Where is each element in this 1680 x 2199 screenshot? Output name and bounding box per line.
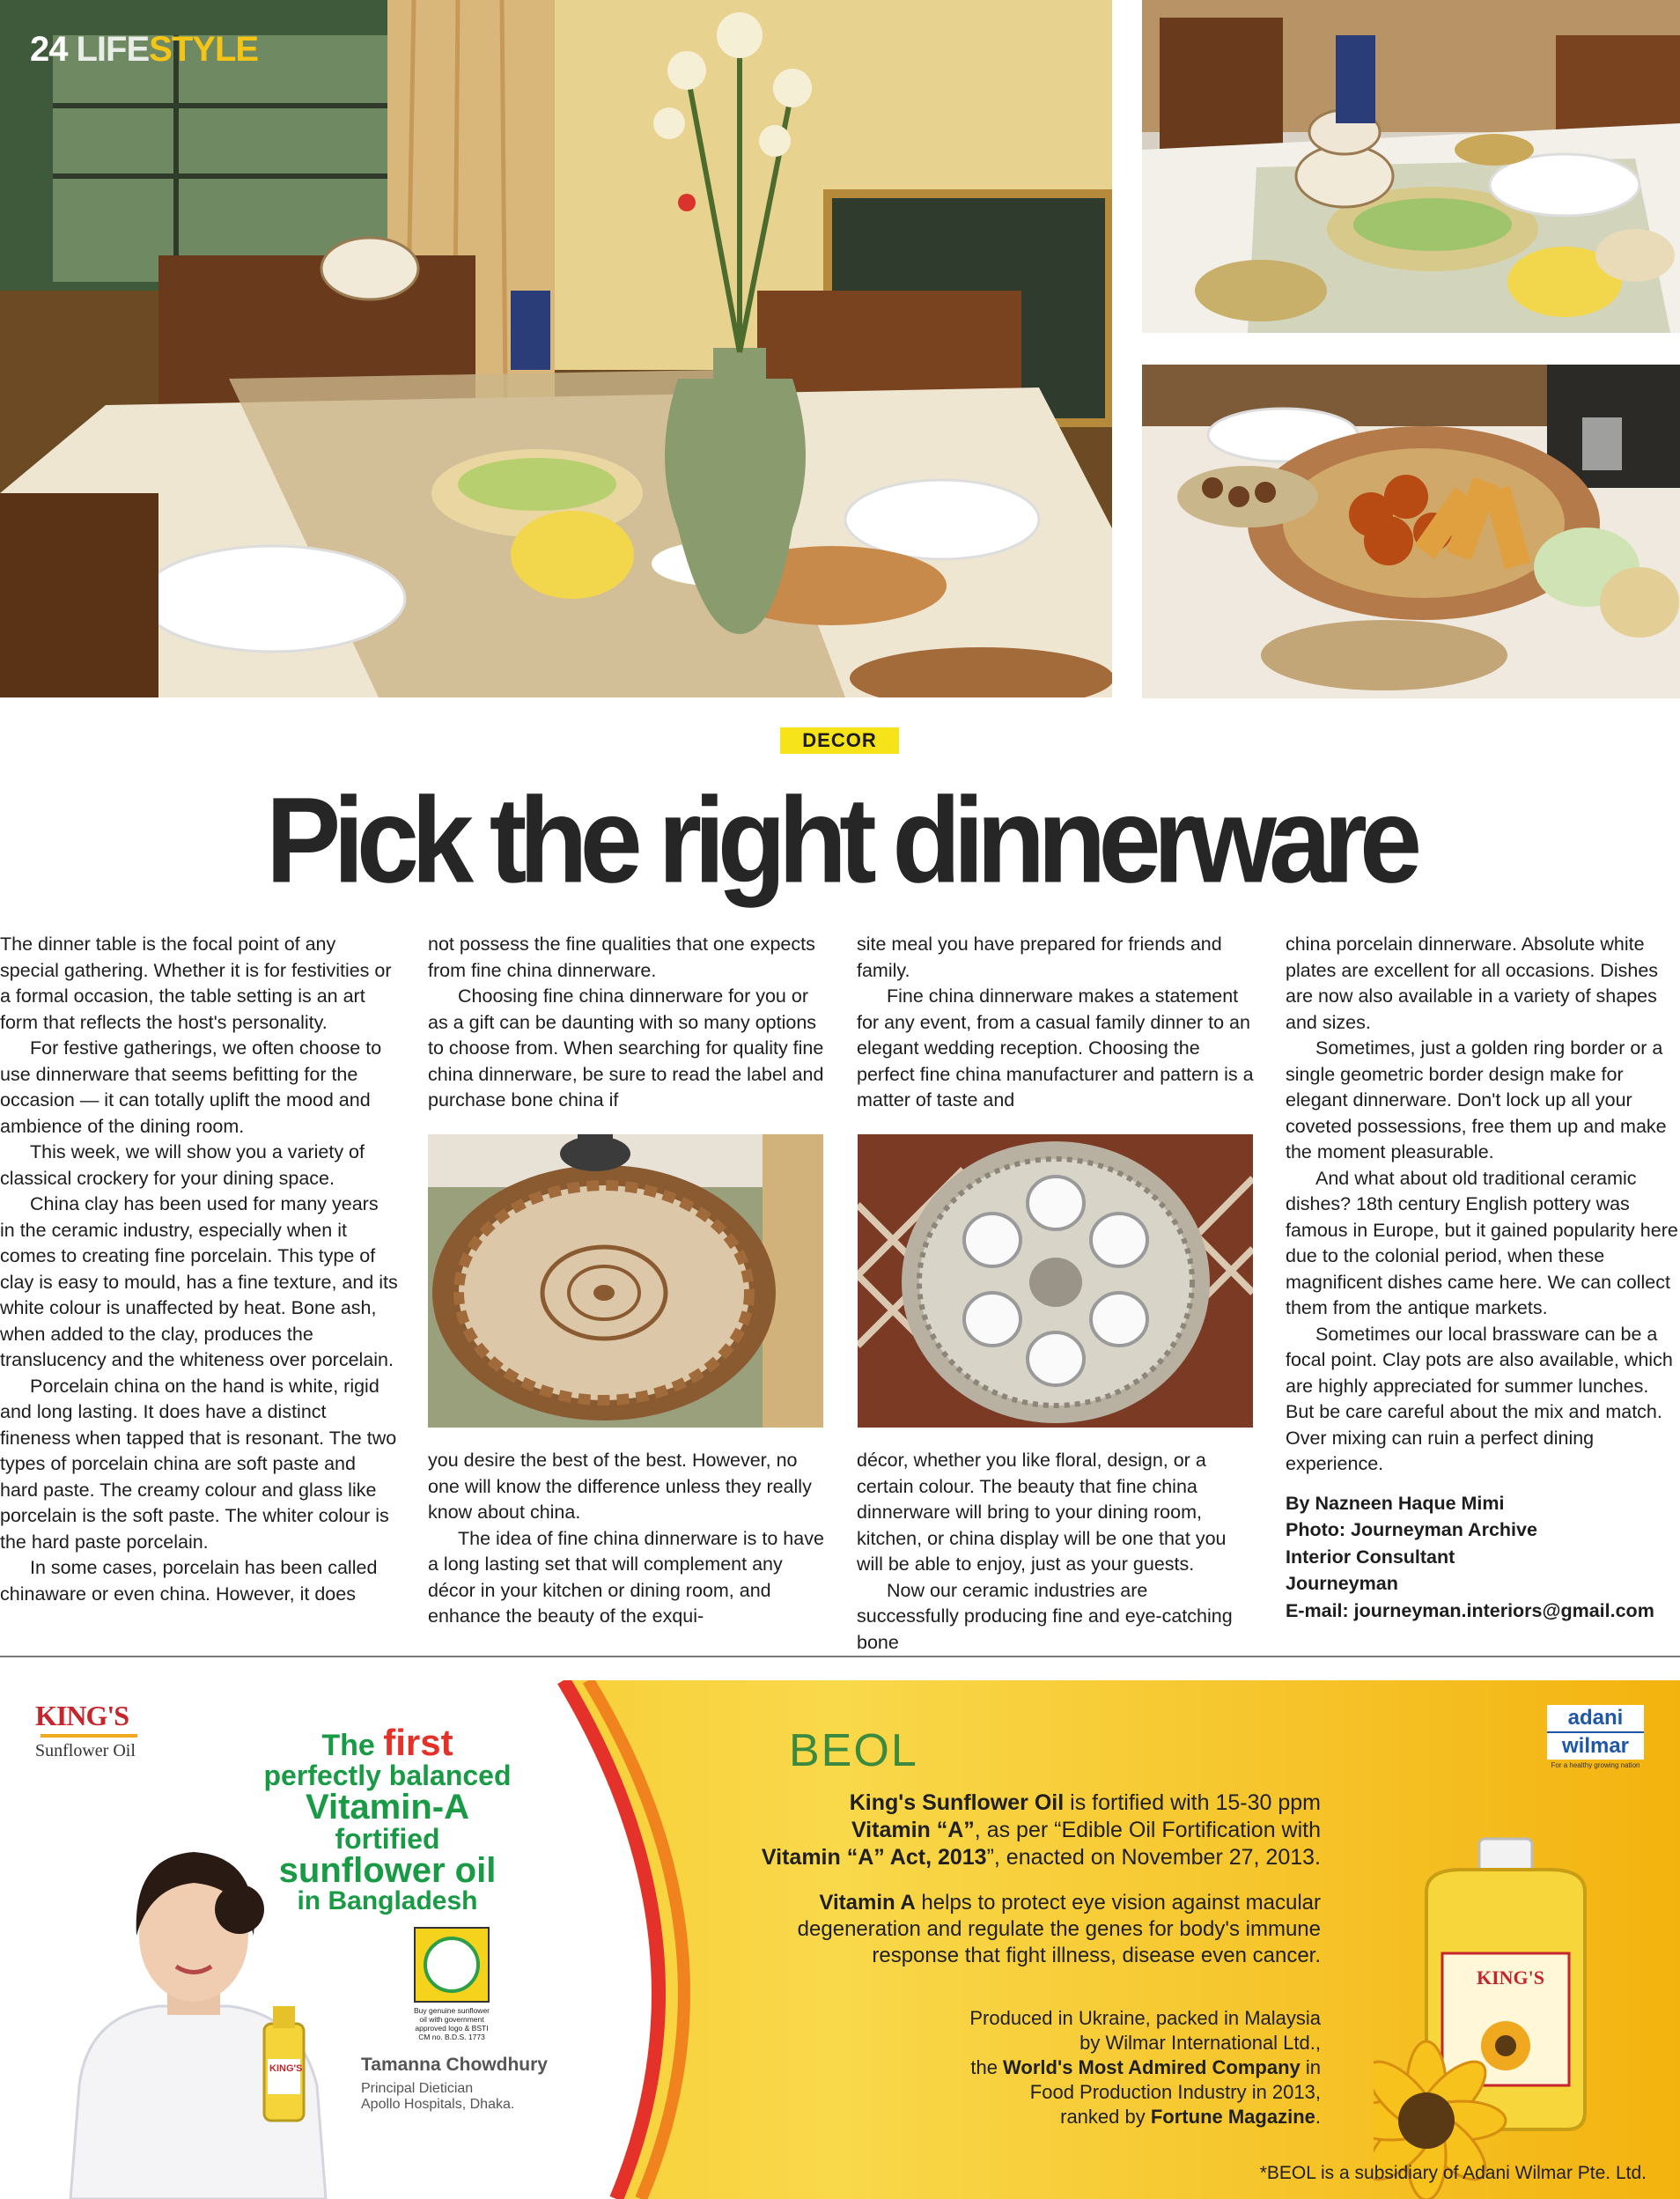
bottle-large-label: KING'S (1477, 1967, 1545, 1989)
dietician-title: Principal Dietician (361, 2081, 474, 2096)
byline-company: Journeyman (1286, 1573, 1398, 1594)
tagline-line6: in Bangladesh (297, 1886, 478, 1915)
kings-logo-text: KING'S (35, 1700, 129, 1731)
byline-email[interactable]: E-mail: journeyman.interiors@gmail.com (1286, 1599, 1654, 1621)
section-divider (0, 1656, 1680, 1657)
article-headline: Pick the right dinnerware (265, 772, 1415, 909)
beol-logo: BEOL (789, 1725, 918, 1776)
ad-footnote: *BEOL is a subsidiary of Adani Wilmar Pte. Ltd. (1259, 2163, 1647, 2183)
ad-fortification-text (564, 1789, 1321, 1871)
article-column-3-top (857, 932, 1255, 1114)
paragraph: For festive gatherings, we often choose to use dinnerware that seems befitting for the occasion — it can totally uplift the mood and ambience of the dining room. (0, 1037, 382, 1137)
dietician-org: Apollo Hospitals, Dhaka. (361, 2097, 515, 2112)
section-title-left: LIFE (76, 30, 150, 69)
dietician-credit (361, 2055, 548, 2113)
ad-line: Vitamin “A”, as per “Edible Oil Fortification with (851, 1818, 1321, 1842)
paragraph: you desire the best of the best. However, no one will know the difference unless they really know about china. (428, 1450, 812, 1523)
approval-badge (414, 1927, 493, 2041)
adani-logo-bottom: wilmar (1547, 1731, 1644, 1760)
ad-line: Produced in Ukraine, packed in Malaysia (969, 2007, 1321, 2029)
paragraph: And what about old traditional ceramic dishes? 18th century English pottery was famous in Europe, but it gained popularity here due to the colonial period, when these magnificent dishes came here. We can collect them from the antique markets. (1286, 1167, 1678, 1318)
paragraph: Porcelain china on the hand is white, rigid and long lasting. It does have a distinct fineness when tapped that is resonant. The two types of porcelain china are soft paste and hard paste. The creamy colour and glass like porcelain is the soft paste. The whiter colour is the hard paste porcelain. (0, 1375, 397, 1553)
ad-vitamin-text (564, 1890, 1321, 1969)
dietician-illustration (53, 1804, 343, 2199)
ad-line: the World's Most Admired Company in (970, 2056, 1321, 2078)
byline-photo-credit: Photo: Journeyman Archive (1286, 1519, 1537, 1540)
paragraph: not possess the fine qualities that one expects from fine china dinnerware. (428, 933, 815, 981)
badge-text: Buy genuine sunflower oil with government approved logo & BSTI CM no. B.D.S. 1773 (414, 2006, 490, 2041)
paragraph: The idea of fine china dinnerware is to have a long lasting set that will complement any décor in your kitchen or dining room, and enhance the beauty of the exqui- (428, 1527, 824, 1627)
fried-snacks-photo (1142, 365, 1680, 698)
ad-line: King's Sunflower Oil is fortified with 15-30 ppm (849, 1790, 1321, 1815)
tagline-the: The (321, 1729, 384, 1762)
tagline-first: first (383, 1722, 453, 1763)
paragraph: Now our ceramic industries are successfully producing fine and eye-catching bone (857, 1579, 1233, 1653)
article-column-3-bottom (857, 1448, 1255, 1656)
ad-line: by Wilmar International Ltd., (1079, 2032, 1321, 2054)
badge-logo (414, 1927, 490, 2003)
article-column-4 (1286, 932, 1680, 1624)
article-column-2-top (428, 932, 826, 1114)
section-kicker: DECOR (780, 727, 899, 754)
tagline-line5: sunflower oil (278, 1851, 497, 1890)
adani-logo-tag: For a healthy growing nation (1551, 1761, 1640, 1769)
section-title-right: STYLE (149, 30, 259, 69)
ad-line: Vitamin A helps to protect eye vision against macular (819, 1891, 1321, 1915)
kings-sunflower-oil-advertisement (0, 1680, 1680, 2199)
paragraph: décor, whether you like floral, design, or a certain colour. The beauty that fine china dinnerware will bring to your dining room, kitchen, or china display will be one that you will be able to enjoy, just as your guests. (857, 1450, 1227, 1575)
adani-logo-top: adani (1547, 1705, 1644, 1731)
adani-wilmar-logo (1547, 1705, 1644, 1769)
page-header (30, 30, 258, 70)
paragraph: The dinner table is the focal point of any special gathering. Whether it is for festivities or a formal occasion, the table setting is an art form that reflects the host's personality. (0, 933, 392, 1033)
dining-table-photo (0, 0, 1112, 697)
kings-logo (35, 1700, 150, 1761)
paragraph: Sometimes our local brassware can be a focal point. Clay pots are also available, which are highly appreciated for summer lunches. But be care careful about the mix and match. Over mixing can ruin a perfect dining experience. (1286, 1323, 1673, 1474)
article-column-1 (0, 932, 398, 1607)
page-number: 24 (30, 30, 68, 69)
ad-line: degeneration and regulate the genes for body's immune (797, 1917, 1321, 1941)
brass-tea-set-photo (858, 1134, 1253, 1428)
paragraph: In some cases, porcelain has been called chinaware or even china. However, it does (0, 1557, 378, 1605)
tagline-line4: fortified (335, 1823, 440, 1855)
paragraph: China clay has been used for many years in the ceramic industry, especially when it comes to creating fine porcelain. This type of clay is easy to mould, has a fine texture, and its white colour is unaffected by heat. Bone ash, when added to the clay, produces the translucency and the whiteness over porcelain. (0, 1193, 398, 1370)
ad-line: response that fight illness, disease even cancer. (872, 1944, 1321, 1967)
byline-author: By Nazneen Haque Mimi (1286, 1492, 1505, 1514)
table-setting-photo (1142, 0, 1680, 333)
article-column-2-bottom (428, 1448, 826, 1630)
ad-producer-text (564, 2006, 1321, 2129)
paragraph: Fine china dinnerware makes a statement for any event, from a casual family dinner to an elegant wedding reception. Choosing the perfect fine china manufacturer and pattern is a matter of taste and (857, 985, 1254, 1111)
bottle-small-label: KING'S (269, 2063, 303, 2074)
byline (1286, 1490, 1680, 1625)
paragraph: This week, we will show you a variety of classical crockery for your dining space. (0, 1141, 365, 1189)
oil-bottle-illustration (1374, 1821, 1638, 2199)
ad-line: Vitamin “A” Act, 2013”, enacted on November 27, 2013. (761, 1845, 1321, 1870)
paragraph: china porcelain dinnerware. Absolute white plates are excellent for all occasions. Dishes are now also available in a variety of shapes and sizes. (1286, 933, 1659, 1033)
paragraph: Choosing fine china dinnerware for you or as a gift can be daunting with so many options to choose from. When searching for quality fine china dinnerware, be sure to read the label and purchase bone china if (428, 985, 824, 1111)
dietician-name: Tamanna Chowdhury (361, 2055, 548, 2075)
tagline-line2: perfectly balanced (263, 1760, 512, 1791)
tagline-line3: Vitamin-A (306, 1788, 469, 1826)
paragraph: Sometimes, just a golden ring border or a single geometric border design make for elegant dinnerware. Don't lock up all your coveted possessions, free them up and make the moment pleasurable. (1286, 1037, 1667, 1162)
paragraph: site meal you have prepared for friends and family. (857, 933, 1222, 981)
kings-logo-underline (41, 1734, 137, 1738)
ad-line: ranked by Fortune Magazine. (1060, 2106, 1321, 2128)
kings-logo-subtitle: Sunflower Oil (35, 1741, 136, 1760)
ad-line: Food Production Industry in 2013, (1029, 2081, 1321, 2103)
decorated-plate-photo (428, 1134, 823, 1428)
byline-role: Interior Consultant (1286, 1546, 1455, 1568)
